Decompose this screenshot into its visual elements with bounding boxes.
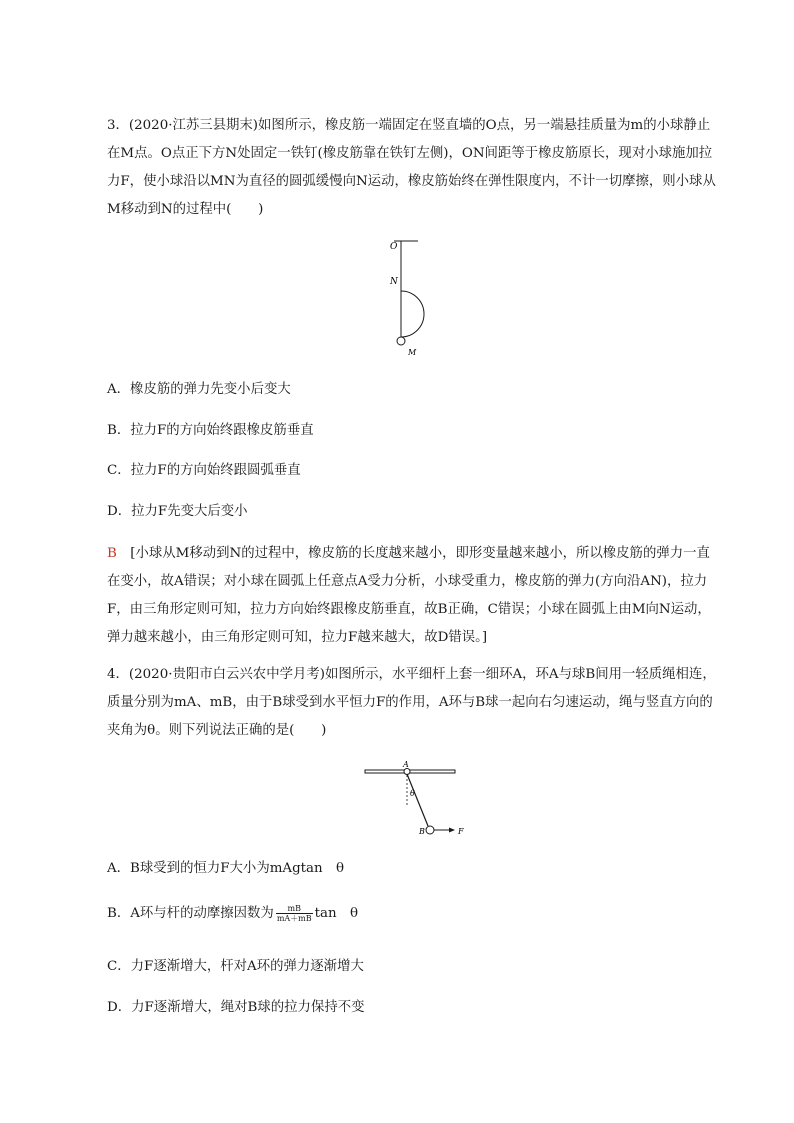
rope	[407, 774, 428, 826]
label-n: N	[390, 277, 398, 287]
semicircle-arc	[401, 291, 424, 337]
q4-option-b-suffix: tan θ	[314, 906, 359, 921]
ring-a	[404, 769, 410, 775]
label-b: B	[419, 827, 425, 836]
label-f: F	[458, 827, 464, 836]
q3-answer	[107, 540, 721, 652]
q3-answer-explanation: [小球从M移动到N的过程中，橡皮筋的长度越来越小，即形变量越来越小，所以橡皮筋的弹力一直在变小，故A错误；对小球在圆弧上任意点A受力分析，小球受重力，橡皮筋的弹力(方向沿AN)，拉力F，由三角形定则可知，拉力方向始终跟橡皮筋垂直，故B正确，C错误；小球在圆弧上由M向N运动，弹力越来越小，由三角形定则可知，拉力F越来越大，故D错误。]	[107, 546, 711, 645]
q3-option-b: B．拉力F的方向始终跟橡皮筋垂直	[107, 423, 314, 438]
friction-fraction	[276, 904, 313, 923]
q3-option-c: C．拉力F的方向始终跟圆弧垂直	[107, 463, 301, 478]
q4-option-c: C．力F逐渐增大，杆对A环的弹力逐渐增大	[107, 959, 364, 974]
q4-option-d: D．力F逐渐增大，绳对B球的拉力保持不变	[107, 1000, 365, 1015]
q3-option-d: D．拉力F先变大后变小	[107, 504, 248, 519]
ball-m	[397, 337, 405, 345]
question-4-stem: 4．(2020·贵阳市白云兴农中学月考)如图所示，水平细杆上套一细环A，环A与球B间用一轻质绳相连，质量分别为mA、mB，由于B球受到水平恒力F的作用，A环与B球一起向右匀速运动，绳与竖直方向的夹角为θ。则下列说法正确的是( )	[107, 667, 716, 738]
q3-option-a: A．橡皮筋的弹力先变小后变大	[107, 382, 291, 397]
label-theta: θ	[410, 789, 415, 798]
question-3-stem: 3．(2020·江苏三县期末)如图所示，橡皮筋一端固定在竖直墙的O点，另一端悬挂质量为m的小球静止在M点。O点正下方N处固定一铁钉(橡皮筋靠在铁钉左侧)，ON间距等于橡皮筋原长，现对小球施加拉力F，使小球沿以MN为直径的圆弧缓慢向N运动，橡皮筋始终在弹性限度内，不计一切摩擦，则小球从M移动到N的过程中( )	[107, 118, 716, 217]
ball-b	[426, 826, 434, 834]
question-3-figure	[380, 234, 450, 359]
question-4-figure	[358, 760, 478, 840]
fraction-numerator: mB	[276, 904, 313, 914]
q4-option-b	[107, 904, 358, 924]
label-a: A	[403, 760, 409, 769]
label-m: M	[408, 348, 417, 357]
q4-option-a: A．B球受到的恒力F大小为mAgtan θ	[107, 861, 345, 876]
q4-option-b-prefix: B．A环与杆的动摩擦因数为	[107, 906, 274, 921]
label-o: O	[390, 242, 398, 252]
force-arrow-head	[449, 828, 455, 833]
q3-answer-letter: B	[107, 546, 117, 561]
fraction-denominator: mA＋mB	[276, 914, 312, 923]
